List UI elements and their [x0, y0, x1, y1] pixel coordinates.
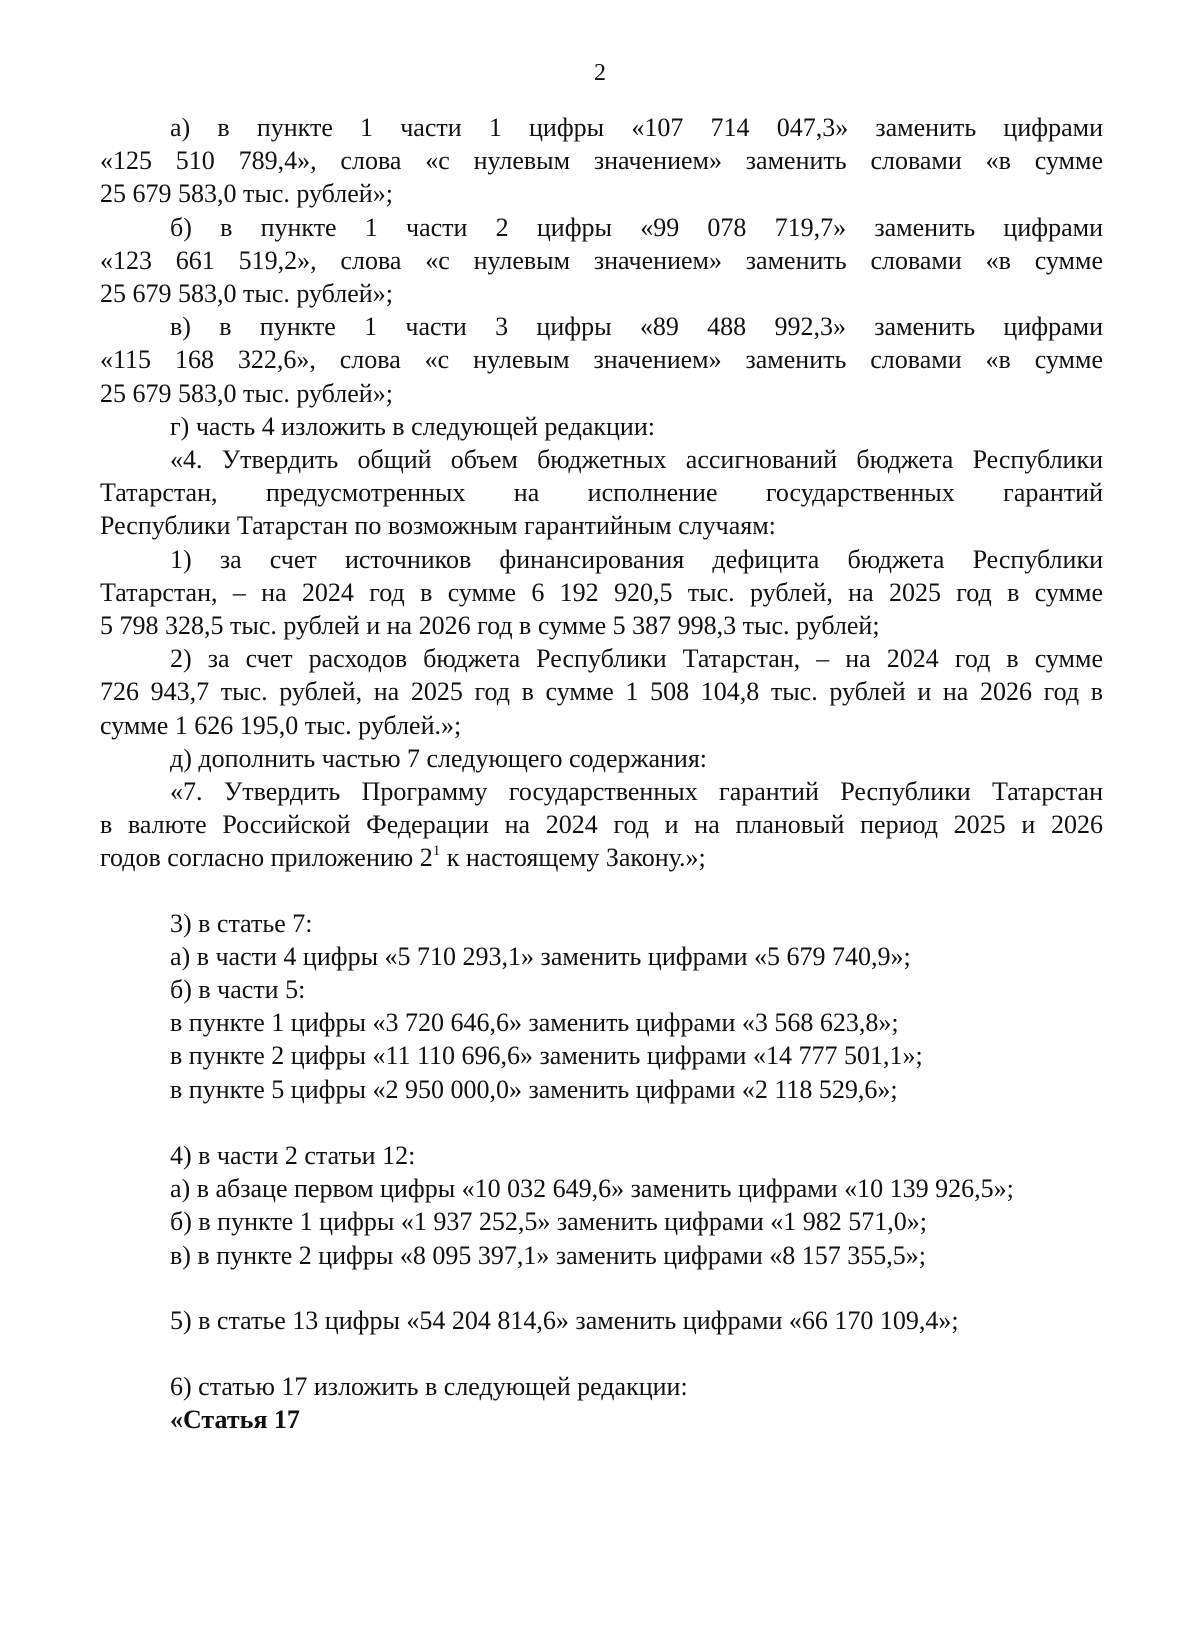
- part-4-item-2-line-3: сумме 1 626 195,0 тыс. рублей.»;: [100, 710, 462, 740]
- part-4-line-1: «4. Утвердить общий объем бюджетных ассигнований бюджета Республики: [170, 445, 1103, 475]
- document-body: [100, 111, 1103, 1436]
- amend-b-line-1: б) в пункте 1 части 2 цифры «99 078 719,7» заменить цифрами: [170, 212, 1103, 242]
- part-4-item-2-line-1: 2) за счет расходов бюджета Республики Татарстан, – на 2024 год в сумме: [170, 644, 1103, 674]
- amend-a-line-1: а) в пункте 1 части 1 цифры «107 714 047,3» заменить цифрами: [170, 113, 1103, 142]
- item-4-b: б) в пункте 1 цифры «1 937 252,5» заменить цифрами «1 982 571,0»;: [170, 1207, 927, 1237]
- amend-b-line-3: 25 679 583,0 тыс. рублей»;: [100, 279, 393, 309]
- item-4: 4) в части 2 статьи 12:: [170, 1140, 416, 1170]
- item-5: 5) в статье 13 цифры «54 204 814,6» заменить цифрами «66 170 109,4»;: [170, 1305, 959, 1335]
- part-4-line-2: Татарстан, предусмотренных на исполнение государственных гарантий: [100, 478, 1103, 508]
- part-7-line-3-tail: к настоящему Закону.»;: [440, 843, 706, 873]
- amend-a-line-3: 25 679 583,0 тыс. рублей»;: [100, 179, 393, 209]
- item-3: 3) в статье 7:: [170, 908, 313, 938]
- item-4-v: в) в пункте 2 цифры «8 095 397,1» заменить цифрами «8 157 355,5»;: [170, 1240, 927, 1270]
- part-4-item-1-line-3: 5 798 328,5 тыс. рублей и на 2026 год в сумме 5 387 998,3 тыс. рублей;: [100, 611, 880, 641]
- part-4-item-1-line-2: Татарстан, – на 2024 год в сумме 6 192 920,5 тыс. рублей, на 2025 год в сумме: [100, 577, 1103, 607]
- item-3-b: б) в части 5:: [170, 975, 306, 1005]
- amend-a-line-2: «125 510 789,4», слова «с нулевым значением» заменить словами «в сумме: [100, 146, 1103, 176]
- part-4-item-1-line-1: 1) за счет источников финансирования дефицита бюджета Республики: [170, 544, 1103, 574]
- part-7-line-2: в валюте Российской Федерации на 2024 год и на плановый период 2025 и 2026: [100, 810, 1103, 840]
- amend-b-line-2: «123 661 519,2», слова «с нулевым значением» заменить словами «в сумме: [100, 245, 1103, 275]
- amend-v-line-2: «115 168 322,6», слова «с нулевым значением» заменить словами «в сумме: [100, 345, 1103, 375]
- item-6: 6) статью 17 изложить в следующей редакции:: [170, 1371, 688, 1401]
- page-number: 2: [594, 60, 606, 86]
- part-7-line-3: [100, 841, 1103, 874]
- item-4-a: а) в абзаце первом цифры «10 032 649,6» заменить цифрами «10 139 926,5»;: [170, 1174, 1014, 1204]
- amend-v-line-3: 25 679 583,0 тыс. рублей»;: [100, 378, 393, 408]
- article-17-heading: «Статья 17: [170, 1405, 300, 1435]
- amend-g: г) часть 4 изложить в следующей редакции:: [170, 411, 655, 441]
- item-3-b-point-2: в пункте 2 цифры «11 110 696,6» заменить цифрами «14 777 501,1»;: [170, 1041, 923, 1071]
- part-7-line-3-text: годов согласно приложению 2: [100, 843, 433, 873]
- part-4-item-2-line-2: 726 943,7 тыс. рублей, на 2025 год в сумме 1 508 104,8 тыс. рублей и на 2026 год в: [100, 677, 1103, 707]
- item-3-b-point-1: в пункте 1 цифры «3 720 646,6» заменить цифрами «3 568 623,8»;: [170, 1008, 899, 1038]
- item-3-a: а) в части 4 цифры «5 710 293,1» заменить цифрами «5 679 740,9»;: [170, 941, 911, 971]
- amend-v-line-1: в) в пункте 1 части 3 цифры «89 488 992,3» заменить цифрами: [170, 312, 1103, 342]
- amend-d: д) дополнить частью 7 следующего содержания:: [170, 743, 708, 773]
- appendix-superscript: 1: [432, 843, 441, 860]
- part-7-line-1: «7. Утвердить Программу государственных гарантий Республики Татарстан: [170, 777, 1103, 807]
- item-3-b-point-5: в пункте 5 цифры «2 950 000,0» заменить цифрами «2 118 529,6»;: [170, 1074, 898, 1104]
- part-4-line-3: Республики Татарстан по возможным гарантийным случаям:: [100, 511, 776, 541]
